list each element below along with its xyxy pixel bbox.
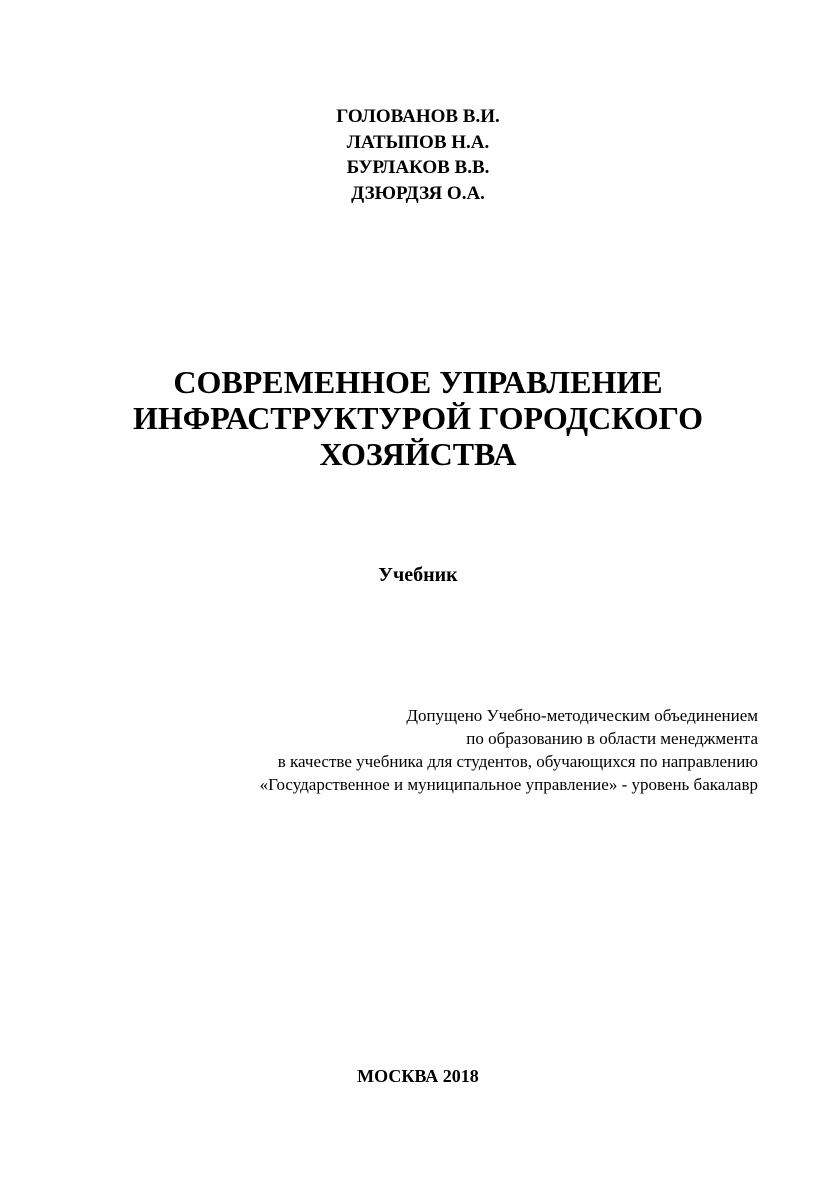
approval-line: Допущено Учебно-методическим объединением (406, 706, 758, 725)
book-type: Учебник (378, 564, 458, 586)
author: БУРЛАКОВ В.В. (346, 157, 490, 178)
approval-line: в качестве учебника для студентов, обучающихся по направлению (277, 752, 758, 771)
approval-note (260, 704, 758, 796)
authors-list (0, 104, 836, 206)
book-title (0, 364, 836, 472)
title-line: ИНФРАСТРУКТУРОЙ ГОРОДСКОГО (132, 400, 704, 436)
title-line: СОВРЕМЕННОЕ УПРАВЛЕНИЕ (173, 364, 663, 400)
author: ДЗЮРДЗЯ О.А. (351, 182, 485, 204)
author: ЛАТЫПОВ Н.А. (346, 131, 490, 153)
approval-line: по образованию в области менеджмента (466, 729, 758, 748)
approval-line: «Государственное и муниципальное управление» - уровень бакалавр (259, 775, 758, 794)
title-line: ХОЗЯЙСТВА (319, 436, 517, 472)
city-year: МОСКВА 2018 (357, 1066, 479, 1086)
author: ГОЛОВАНОВ В.И. (336, 106, 500, 127)
